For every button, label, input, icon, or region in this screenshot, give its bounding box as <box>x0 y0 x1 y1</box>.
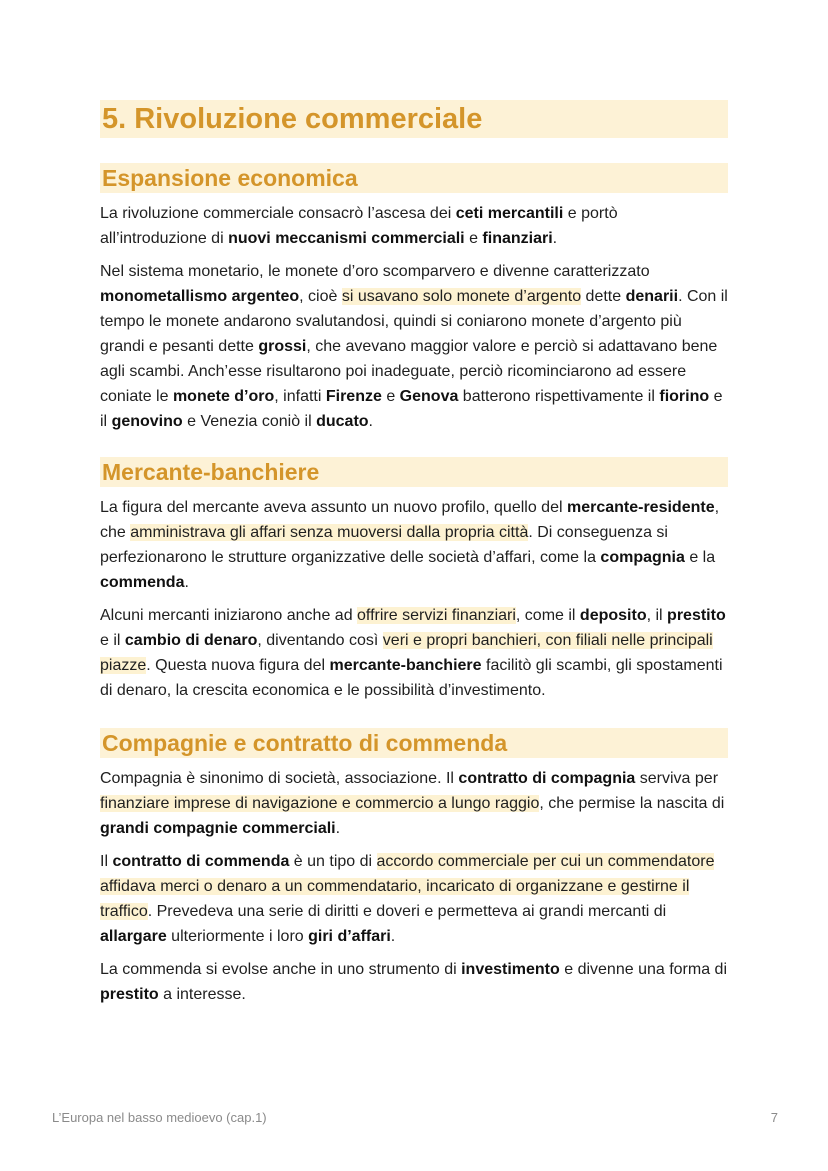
paragraph: La commenda si evolse anche in uno strumento di investimento e divenne una forma di prestito a interesse. <box>100 961 727 1003</box>
footer-chapter-label: L’Europa nel basso medioevo (cap.1) <box>52 1110 267 1125</box>
paragraph: Il contratto di commenda è un tipo di accordo commerciale per cui un commendatore affidava merci o denaro a un commendatario, incaricato di organizzane e gestirne il traffico. Prevedeva una serie di diritti e doveri e permetteva ai grandi mercanti di allargare ulteriormente i loro giri d’affari. <box>100 853 715 945</box>
footer-page-number: 7 <box>770 1110 778 1125</box>
paragraph: Alcuni mercanti iniziarono anche ad offrire servizi finanziari, come il deposito, il prestito e il cambio di denaro, diventando così veri e propri banchieri, con filiali nelle principali piazze. Questa nuova figura del mercante-banchiere facilitò gli scambi, gli spostamenti di denaro, la crescita economica e le possibilità d’investimento. <box>100 607 726 699</box>
section-heading-espansione: Espansione economica <box>100 163 728 193</box>
paragraph: La rivoluzione commerciale consacrò l’ascesa dei ceti mercantili e portò all’introduzione di nuovi meccanismi commerciali e finanziari. <box>100 205 618 247</box>
section-heading-compagnie: Compagnie e contratto di commenda <box>100 728 728 758</box>
paragraph: Compagnia è sinonimo di società, associazione. Il contratto di compagnia serviva per finanziare imprese di navigazione e commercio a lungo raggio, che permise la nascita di grandi compagnie commerciali. <box>100 770 725 837</box>
section-heading-mercante: Mercante-banchiere <box>100 457 728 487</box>
page-content <box>100 100 728 1007</box>
page-title: 5. Rivoluzione commerciale <box>100 100 728 138</box>
paragraph: Nel sistema monetario, le monete d’oro scomparvero e divenne caratterizzato monometallismo argenteo, cioè si usavano solo monete d’argento dette denarii. Con il tempo le monete andarono svalutandosi, quindi si coniarono monete d’argento più grandi e pesanti dette grossi, che avevano maggior valore e perciò si adattavano bene agli scambi. Anch’esse risultarono poi inadeguate, perciò ricominciarono ad essere coniate le monete d’oro, infatti Firenze e Genova batterono rispettivamente il fiorino e il genovino e Venezia coniò il ducato. <box>100 263 728 430</box>
paragraph: La figura del mercante aveva assunto un nuovo profilo, quello del mercante-residente, che amministrava gli affari senza muoversi dalla propria città. Di conseguenza si perfezionarono le strutture organizzative delle società d’affari, come la compagnia e la commenda. <box>100 499 720 591</box>
